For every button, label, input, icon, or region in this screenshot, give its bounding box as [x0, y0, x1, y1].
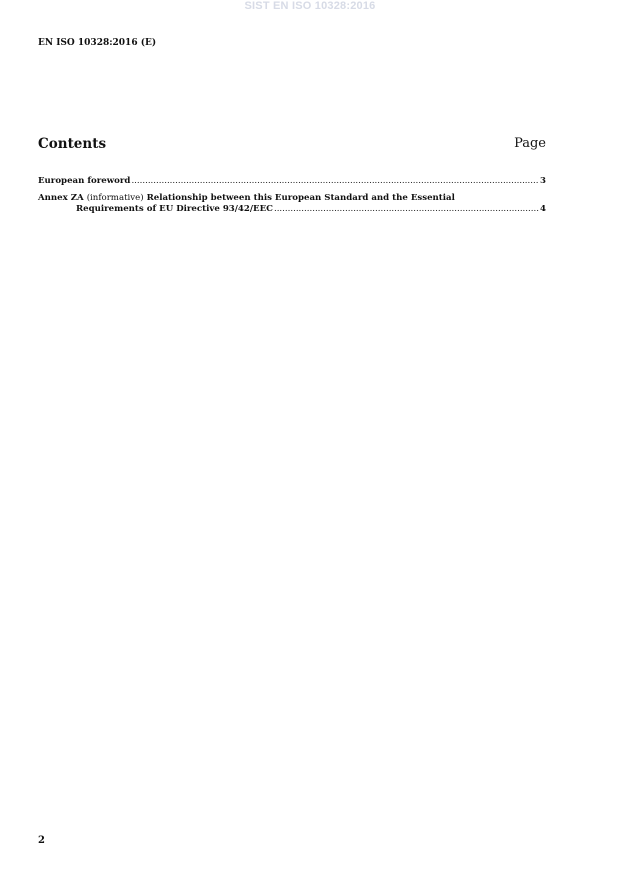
contents-heading: Contents [38, 136, 107, 152]
dot-leader [131, 176, 539, 187]
document-identifier: EN ISO 10328:2016 (E) [38, 38, 157, 48]
toc-entry-title-line1[interactable] [38, 193, 455, 204]
table-of-contents [38, 176, 546, 221]
dot-leader [274, 204, 539, 215]
page-number: 2 [38, 835, 45, 846]
toc-entry-page[interactable]: 4 [540, 204, 546, 214]
page-column-heading: Page [514, 136, 546, 151]
annex-type: (informative) [86, 193, 144, 203]
toc-entry-title[interactable]: European foreword [38, 176, 131, 186]
annex-title-line1: Relationship between this European Standard and the Essential [146, 193, 455, 203]
toc-entry-annex-za[interactable] [38, 193, 546, 215]
toc-entry-european-foreword[interactable] [38, 176, 546, 187]
watermark: SIST EN ISO 10328:2016 [244, 0, 376, 12]
toc-entry-page[interactable]: 3 [540, 176, 546, 186]
annex-title-line2[interactable]: Requirements of EU Directive 93/42/EEC [76, 204, 273, 214]
annex-label: Annex ZA [38, 193, 84, 203]
